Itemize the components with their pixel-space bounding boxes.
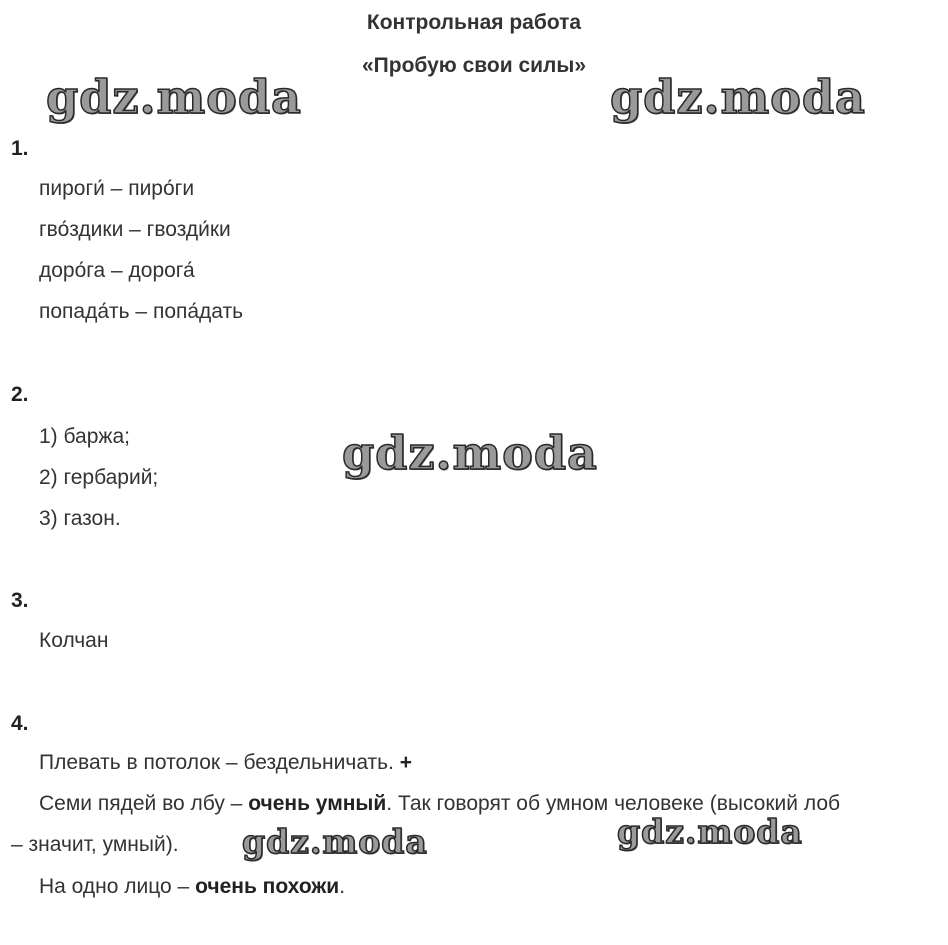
answer-line: 2) гербарий; (39, 466, 159, 489)
answer-text: . (339, 875, 346, 898)
answer-line: 1) баржа; (39, 425, 130, 448)
watermark-logo: gdz.moda (342, 426, 598, 480)
answer-text: Плевать в потолок – бездельничать. (39, 751, 400, 774)
answer-line: Колчан (39, 629, 109, 652)
task-number: 4. (11, 712, 29, 735)
answer-line (39, 751, 412, 775)
answer-bold: очень умный (248, 792, 387, 815)
answer-line: доро́га – дорога́ (39, 259, 195, 282)
watermark-logo: gdz.moda (46, 70, 302, 124)
answer-text: Семи пядей во лбу – (39, 792, 249, 815)
answer-line: гво́здики – гвозди́ки (39, 218, 231, 241)
answer-line: – значит, умный). (11, 833, 179, 856)
watermark-logo: gdz.moda (242, 822, 428, 861)
answer-line: 3) газон. (39, 507, 121, 530)
answer-text: . Так говорят об умном человеке (высокий лоб (386, 792, 841, 815)
answer-line: попада́ть – попа́дать (39, 300, 244, 323)
task-number: 2. (11, 383, 29, 406)
answer-bold: очень похожи (195, 875, 340, 898)
answer-line (39, 792, 840, 816)
answer-text: На одно лицо – (39, 875, 196, 898)
page-subtitle: «Пробую свои силы» (362, 54, 586, 77)
page-title: Контрольная работа (366, 11, 582, 34)
watermark-logo: gdz.moda (610, 70, 866, 124)
task-number: 3. (11, 589, 29, 612)
check-mark: + (399, 751, 413, 774)
task-number: 1. (11, 137, 29, 160)
answer-line: пироги́ – пиро́ги (39, 177, 195, 200)
answer-line (39, 875, 345, 899)
watermark-logo: gdz.moda (617, 812, 803, 851)
